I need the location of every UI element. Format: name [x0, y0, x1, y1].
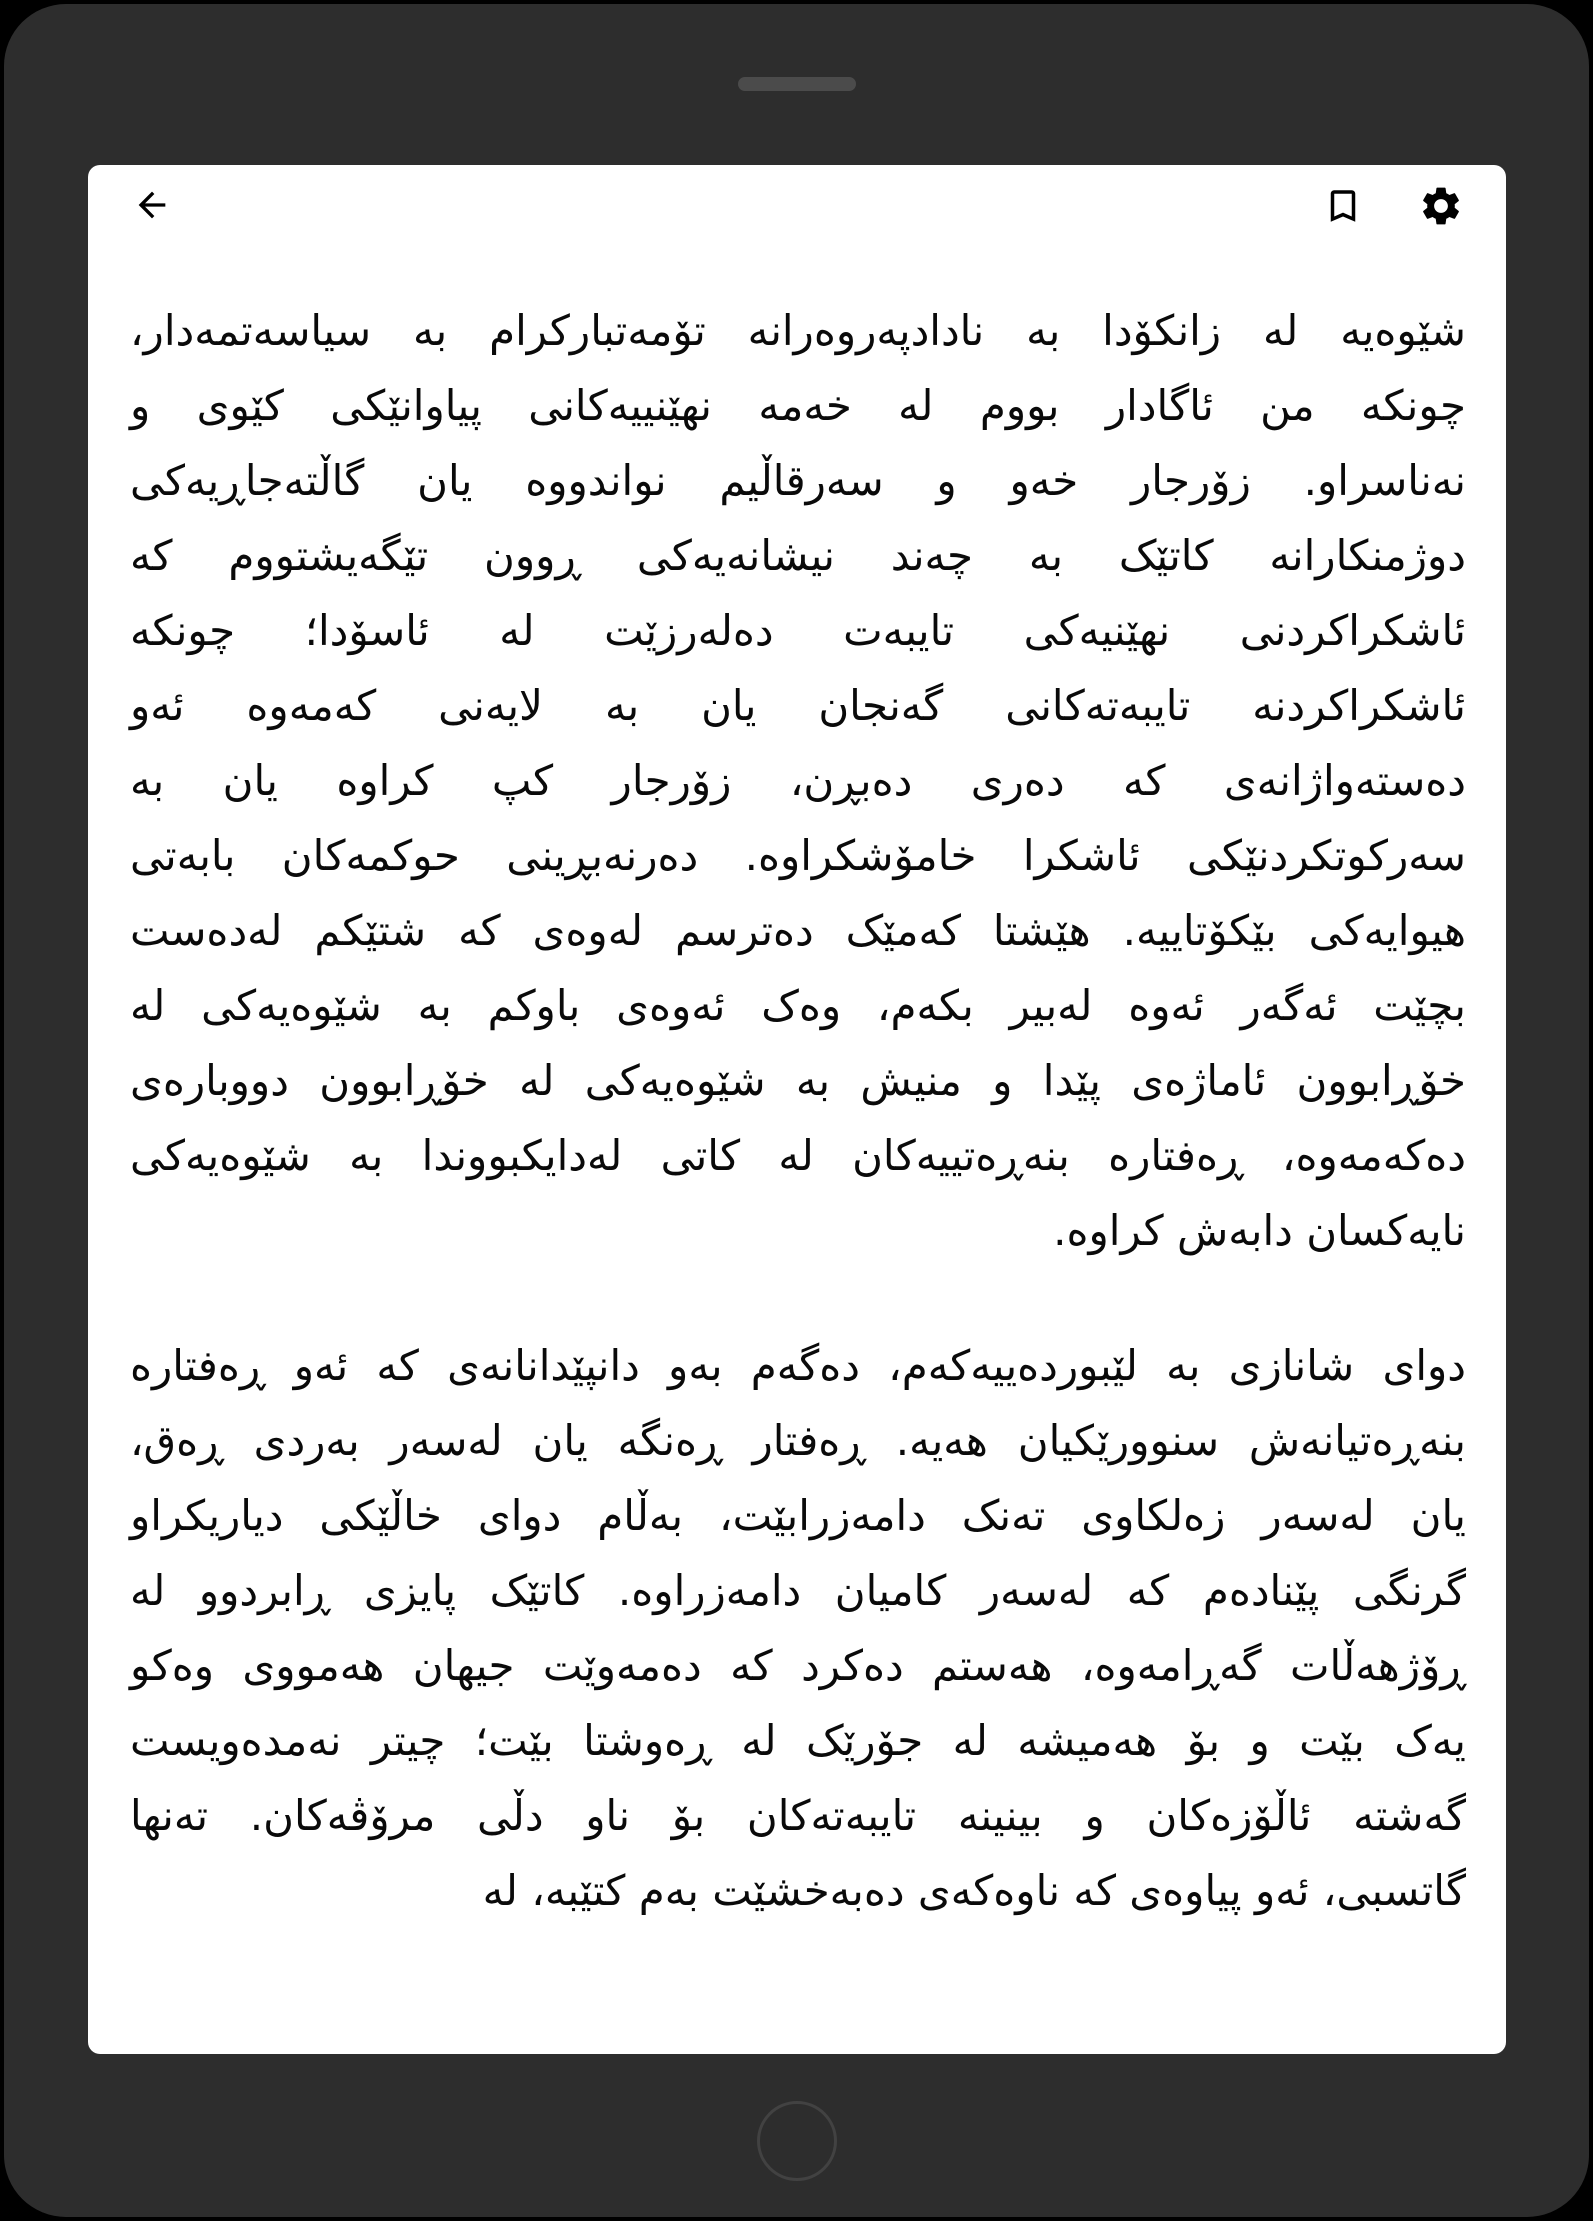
home-button[interactable] [757, 2101, 837, 2181]
text-line: دوژمنکارانە کاتێک بە چەند نیشانەیەکی ڕوون تێگەیشتووم کە [130, 531, 1466, 580]
text-line: گرنگی پێنادەم کە لەسەر کامیان دامەزراوە. کاتێک پایزی ڕابردوو لە [130, 1566, 1466, 1615]
text-line: ڕۆژهەڵات گەڕامەوە، هەستم دەکرد کە دەمەوێت جیهان هەمووی وەکو [130, 1641, 1466, 1690]
paragraph [130, 1328, 1466, 1928]
text-line: شێوەیە لە زانکۆدا بە نادادپەروەرانە تۆمەتبارکرام بە سیاسەتمەدار، [130, 306, 1466, 355]
bookmark-icon [1322, 185, 1364, 227]
gear-icon [1418, 183, 1464, 229]
text-line: یەک بێت و بۆ هەمیشە لە جۆرێک لە ڕەوشتا بێت؛ چیتر نەمدەویست [130, 1716, 1466, 1765]
text-line: گاتسبی، ئەو پیاوەی کە ناوەکەی دەبەخشێت بەم کتێبە، لە [482, 1866, 1466, 1915]
tablet-bezel [4, 4, 1589, 2217]
speaker-grille [738, 77, 856, 91]
text-line: بچێت ئەگەر ئەوە لەبیر بکەم، وەک ئەوەی باوکم بە شێوەیەکی لە [130, 981, 1466, 1030]
text-line: سەرکوتکردنێکی ئاشکرا خامۆشکراوە. دەرنەبڕینی حوکمەکان بابەتی [130, 831, 1466, 880]
text-line: دەستەواژانەی کە دەری دەبڕن، زۆرجار کپ کراوە یان بە [130, 756, 1466, 805]
text-line: خۆڕابوون ئاماژەی پێدا و منیش بە شێوەیەکی لە خۆڕابوون دووبارەی [130, 1056, 1466, 1105]
reader-toolbar [88, 165, 1506, 295]
bookmark-button[interactable] [1322, 185, 1364, 227]
text-line: نایەکسان دابەش کراوە. [1053, 1206, 1466, 1255]
back-button[interactable] [132, 185, 172, 225]
text-line: گەشتە ئاڵۆزەکان و بینینە تایبەتەکان بۆ ناو دڵی مرۆڤەکان. تەنها [130, 1791, 1466, 1840]
text-line: ئاشکراکردنە تایبەتەکانی گەنجان یان بە لایەنی کەمەوە ئەو [130, 681, 1466, 730]
text-line: بنەڕەتیانەش سنوورێکیان هەیە. ڕەفتار ڕەنگە یان لەسەر بەردی ڕەق، [130, 1416, 1466, 1465]
text-line: یان لەسەر زەلکاوی تەنک دامەزرابێت، بەڵام دوای خاڵێکی دیاریکراو [130, 1491, 1466, 1540]
book-page-text [130, 293, 1466, 1988]
text-line: دەکەمەوە، ڕەفتارە بنەڕەتییەکان لە کاتی لەدایکبووندا بە شێوەیەکی [130, 1131, 1466, 1180]
text-line: چونکە من ئاگادار بووم لە خەمە نهێنییەکانی پیاوانێکی کێوی و [130, 381, 1466, 430]
text-line: نەناسراو. زۆرجار خەو و سەرقاڵیم نواندووە یان گاڵتەجاڕیەکی [130, 456, 1466, 505]
text-line: ئاشکراکردنی نهێنیەکی تایبەت دەلەرزێت لە ئاسۆدا؛ چونکە [130, 606, 1466, 655]
text-line: هیوایەکی بێکۆتاییە. هێشتا کەمێک دەترسم لەوەی کە شتێکم لەدەست [130, 906, 1466, 955]
settings-button[interactable] [1418, 183, 1464, 229]
reader-screen [88, 165, 1506, 2054]
paragraph [130, 293, 1466, 1268]
text-line: دوای شانازی بە لێبوردەییەکەم، دەگەم بەو دانپێدانانەی کە ئەو ڕەفتارە [130, 1341, 1466, 1390]
arrow-left-icon [132, 185, 172, 225]
